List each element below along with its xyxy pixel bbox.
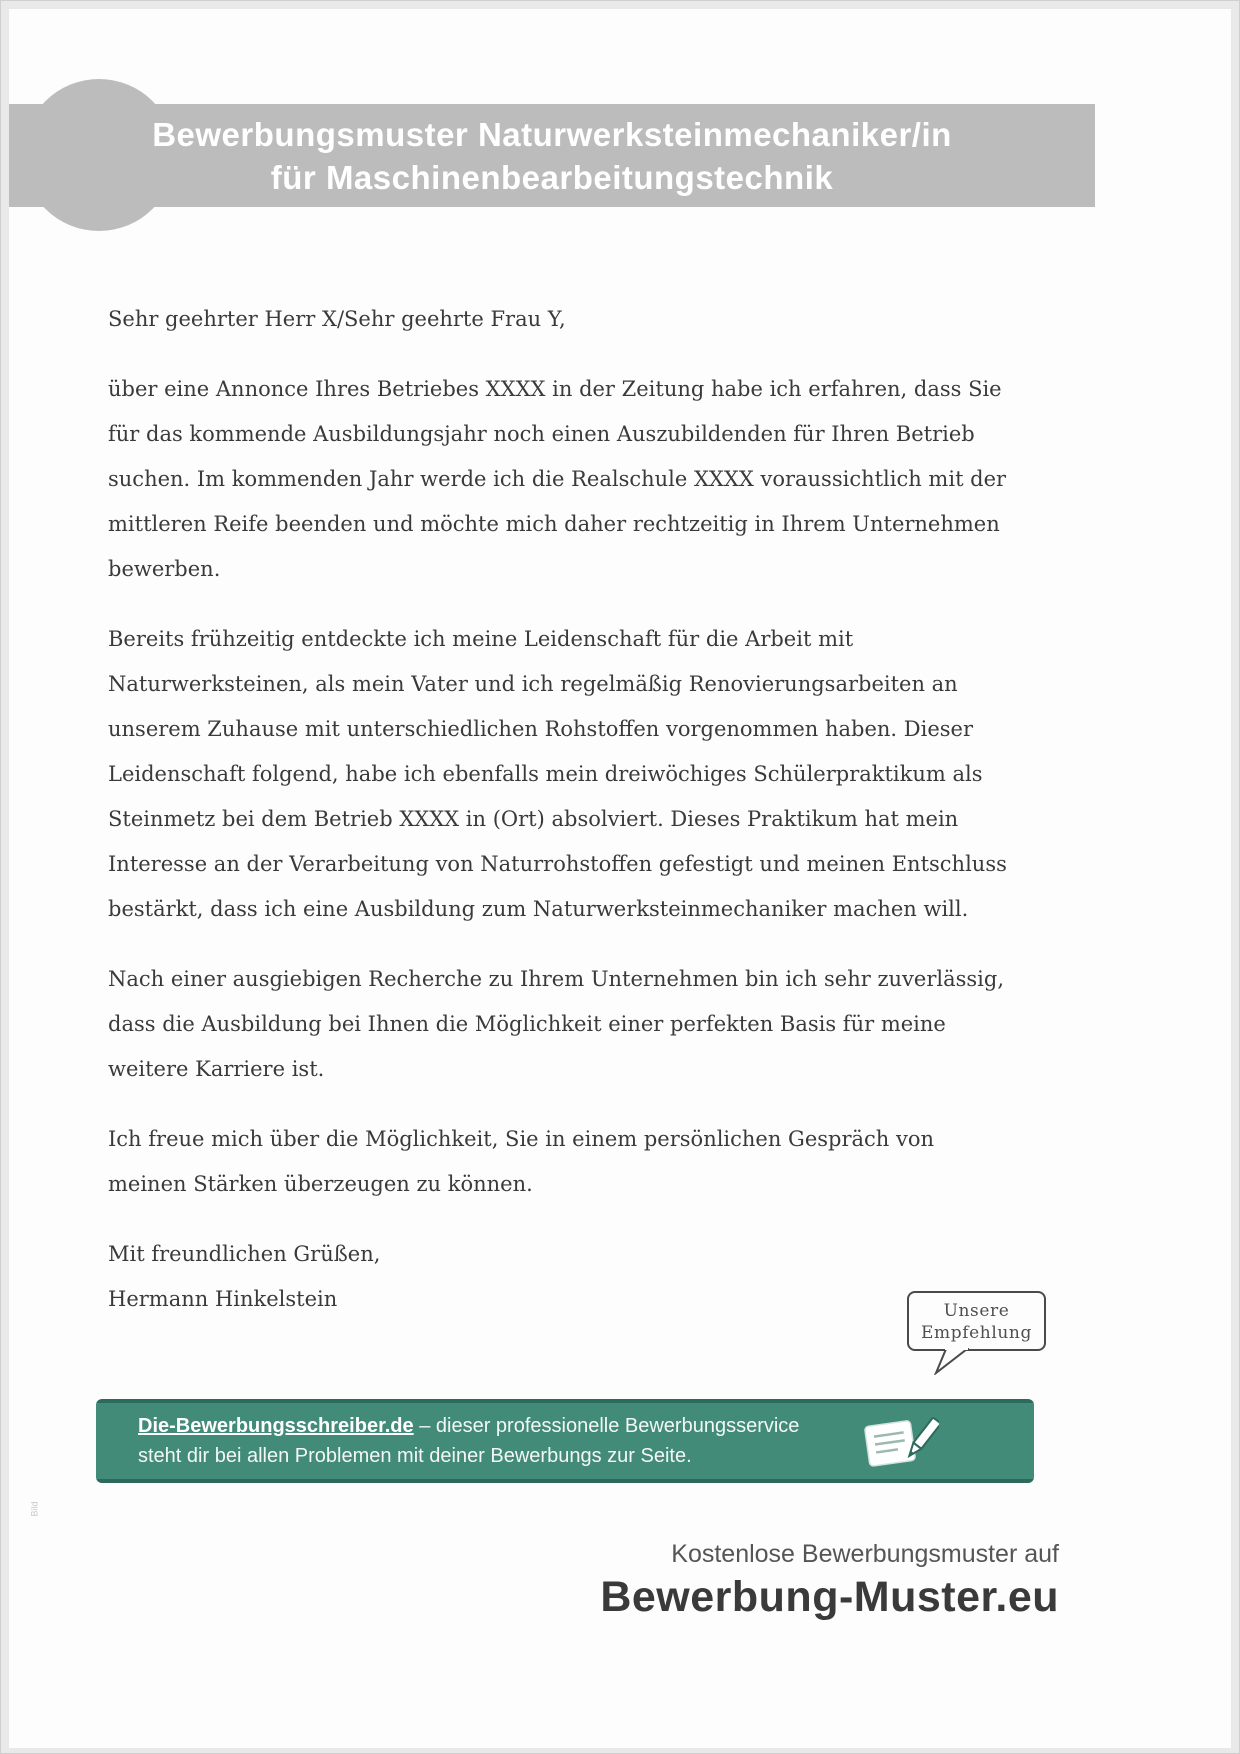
recommendation-line-1: Unsere	[943, 1301, 1010, 1321]
closing-line: Mit freundlichen Grüßen,	[108, 1242, 381, 1266]
recommendation-line-2: Empfehlung	[921, 1323, 1032, 1343]
footer-tagline: Kostenlose Bewerbungsmuster auf	[671, 1540, 1059, 1568]
recommendation-bubble	[907, 1291, 1046, 1351]
letter-paragraph: über eine Annonce Ihres Betriebes XXXX in der Zeitung habe ich erfahren, dass Sie für das kommende Ausbildungsjahr noch einen Auszubildenden für Ihren Betrieb suchen. Im kommenden Jahr werde ich die Realschule XXXX voraussichtlich mit der mittleren Reife beenden und möchte mich daher rechtzeitig in Ihrem Unternehmen bewerben.	[108, 377, 1007, 581]
page-title-line-2: für Maschinenbearbeitungstechnik	[270, 158, 834, 196]
note-pencil-icon	[859, 1413, 939, 1471]
promo-line-1-rest: – dieser professionelle Bewerbungsservice	[413, 1415, 800, 1437]
promo-line-2: steht dir bei allen Problemen mit deiner Bewerbungs zur Seite.	[138, 1445, 692, 1467]
letter-body	[108, 297, 1013, 1322]
speech-bubble-tail	[933, 1347, 969, 1375]
letter-paragraph: Bereits frühzeitig entdeckte ich meine Leidenschaft für die Arbeit mit Naturwerksteinen, als mein Vater und ich regelmäßig Renovierungsarbeiten an unserem Zuhause mit unterschiedlichen Rohstoffen vorgenommen haben. Dieser Leidenschaft folgend, habe ich ebenfalls mein dreiwöchiges Schülerpraktikum als Steinmetz bei dem Betrieb XXXX in (Ort) absolviert. Dieses Praktikum hat mein Interesse an der Verarbeitung von Naturrohstoffen gefestigt und meinen Entschluss bestärkt, dass ich eine Ausbildung zum Naturwerksteinmechaniker machen will.	[108, 627, 1007, 921]
salutation: Sehr geehrter Herr X/Sehr geehrte Frau Y,	[108, 307, 566, 331]
closing-block	[108, 1232, 1013, 1322]
letter-page	[9, 9, 1231, 1748]
header-banner	[9, 104, 1095, 207]
letter-paragraph: Ich freue mich über die Möglichkeit, Sie in einem persönlichen Gespräch von meinen Stärken überzeugen zu können.	[108, 1127, 935, 1196]
promo-link[interactable]: Die-Bewerbungsschreiber.de	[138, 1415, 414, 1437]
page-title-line-1: Bewerbungsmuster Naturwerksteinmechaniker/in	[152, 115, 952, 153]
promo-banner	[96, 1399, 1034, 1483]
promo-text	[96, 1411, 799, 1471]
signature-name: Hermann Hinkelstein	[108, 1287, 338, 1311]
site-footer	[600, 1537, 1059, 1623]
promo-line-1	[138, 1411, 799, 1441]
edge-watermark: Bild	[29, 1501, 40, 1517]
letter-paragraph: Nach einer ausgiebigen Recherche zu Ihrem Unternehmen bin ich sehr zuverlässig, dass die Ausbildung bei Ihnen die Möglichkeit einer perfekten Basis für meine weitere Karriere ist.	[108, 967, 1004, 1081]
footer-brand: Bewerbung-Muster.eu	[600, 1573, 1059, 1621]
